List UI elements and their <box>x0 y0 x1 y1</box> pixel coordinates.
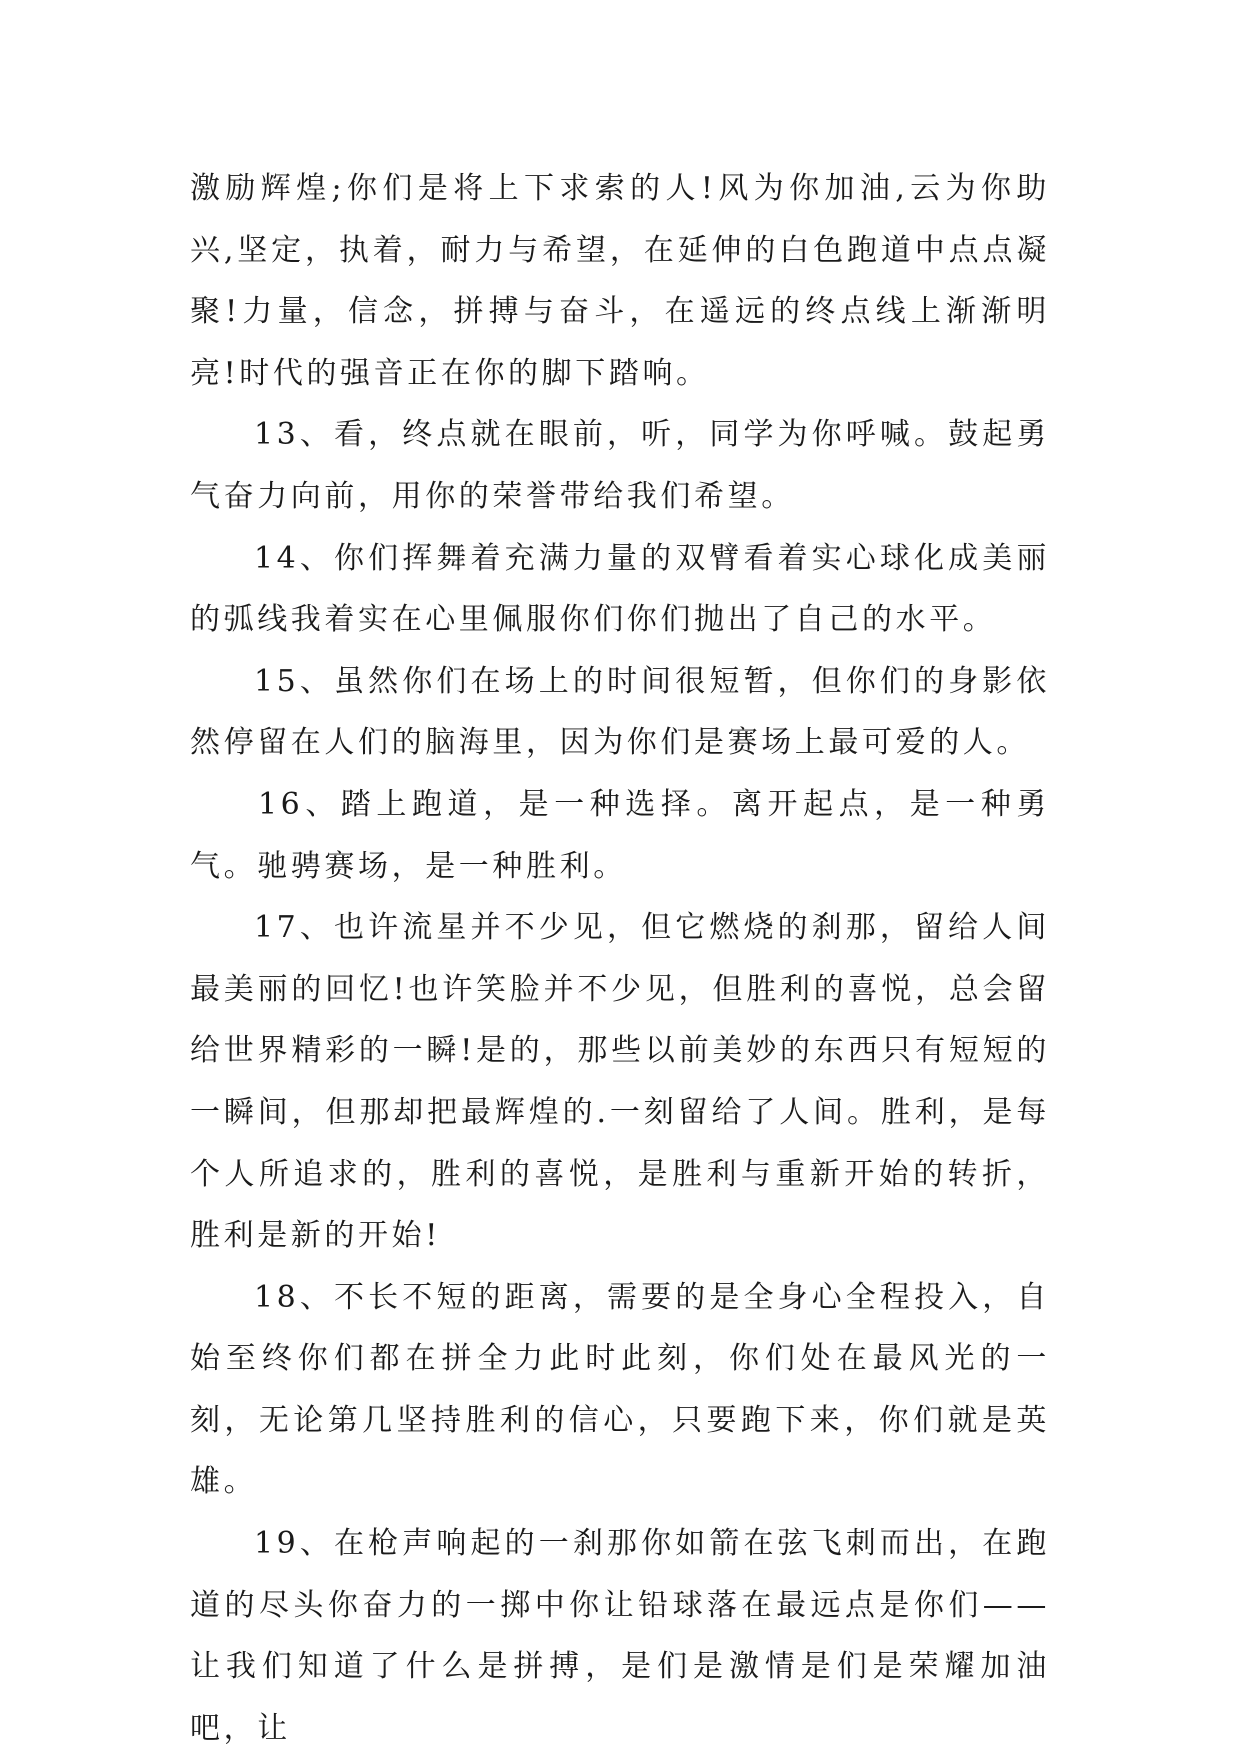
paragraph-14: 14、你们挥舞着充满力量的双臂看着实心球化成美丽的弧线我着实在心里佩服你们你们抛出了自己的水平。 <box>190 540 1050 638</box>
paragraph-16: 16、踏上跑道，是一种选择。离开起点，是一种勇气。驰骋赛场，是一种胜利。 <box>190 786 1050 884</box>
paragraph-continuation: 激励辉煌;你们是将上下求索的人!风为你加油,云为你助兴,坚定，执着，耐力与希望，在延伸的白色跑道中点点凝聚!力量，信念，拼搏与奋斗，在遥远的终点线上渐渐明亮!时代的强音正在你的脚下踏响。 <box>190 171 1050 391</box>
paragraph-13: 13、看，终点就在眼前，听，同学为你呼喊。鼓起勇气奋力向前，用你的荣誉带给我们希望。 <box>190 417 1050 514</box>
paragraph-17: 17、也许流星并不少见，但它燃烧的刹那，留给人间最美丽的回忆!也许笑脸并不少见，但胜利的喜悦，总会留给世界精彩的一瞬!是的，那些以前美妙的东西只有短短的一瞬间，但那却把最辉煌的.一刻留给了人间。胜利，是每个人所追求的，胜利的喜悦，是胜利与重新开始的转折，胜利是新的开始! <box>190 910 1050 1254</box>
paragraph-15: 15、虽然你们在场上的时间很短暂，但你们的身影依然停留在人们的脑海里，因为你们是赛场上最可爱的人。 <box>190 663 1050 761</box>
document-body <box>190 158 1050 1759</box>
paragraph-19: 19、在枪声响起的一刹那你如箭在弦飞刺而出，在跑道的尽头你奋力的一掷中你让铅球落在最远点是你们——让我们知道了什么是拼搏，是们是激情是们是荣耀加油吧，让 <box>190 1526 1050 1746</box>
paragraph-18: 18、不长不短的距离，需要的是全身心全程投入，自始至终你们都在拼全力此时此刻，你们处在最风光的一刻，无论第几坚持胜利的信心，只要跑下来，你们就是英雄。 <box>190 1279 1050 1500</box>
